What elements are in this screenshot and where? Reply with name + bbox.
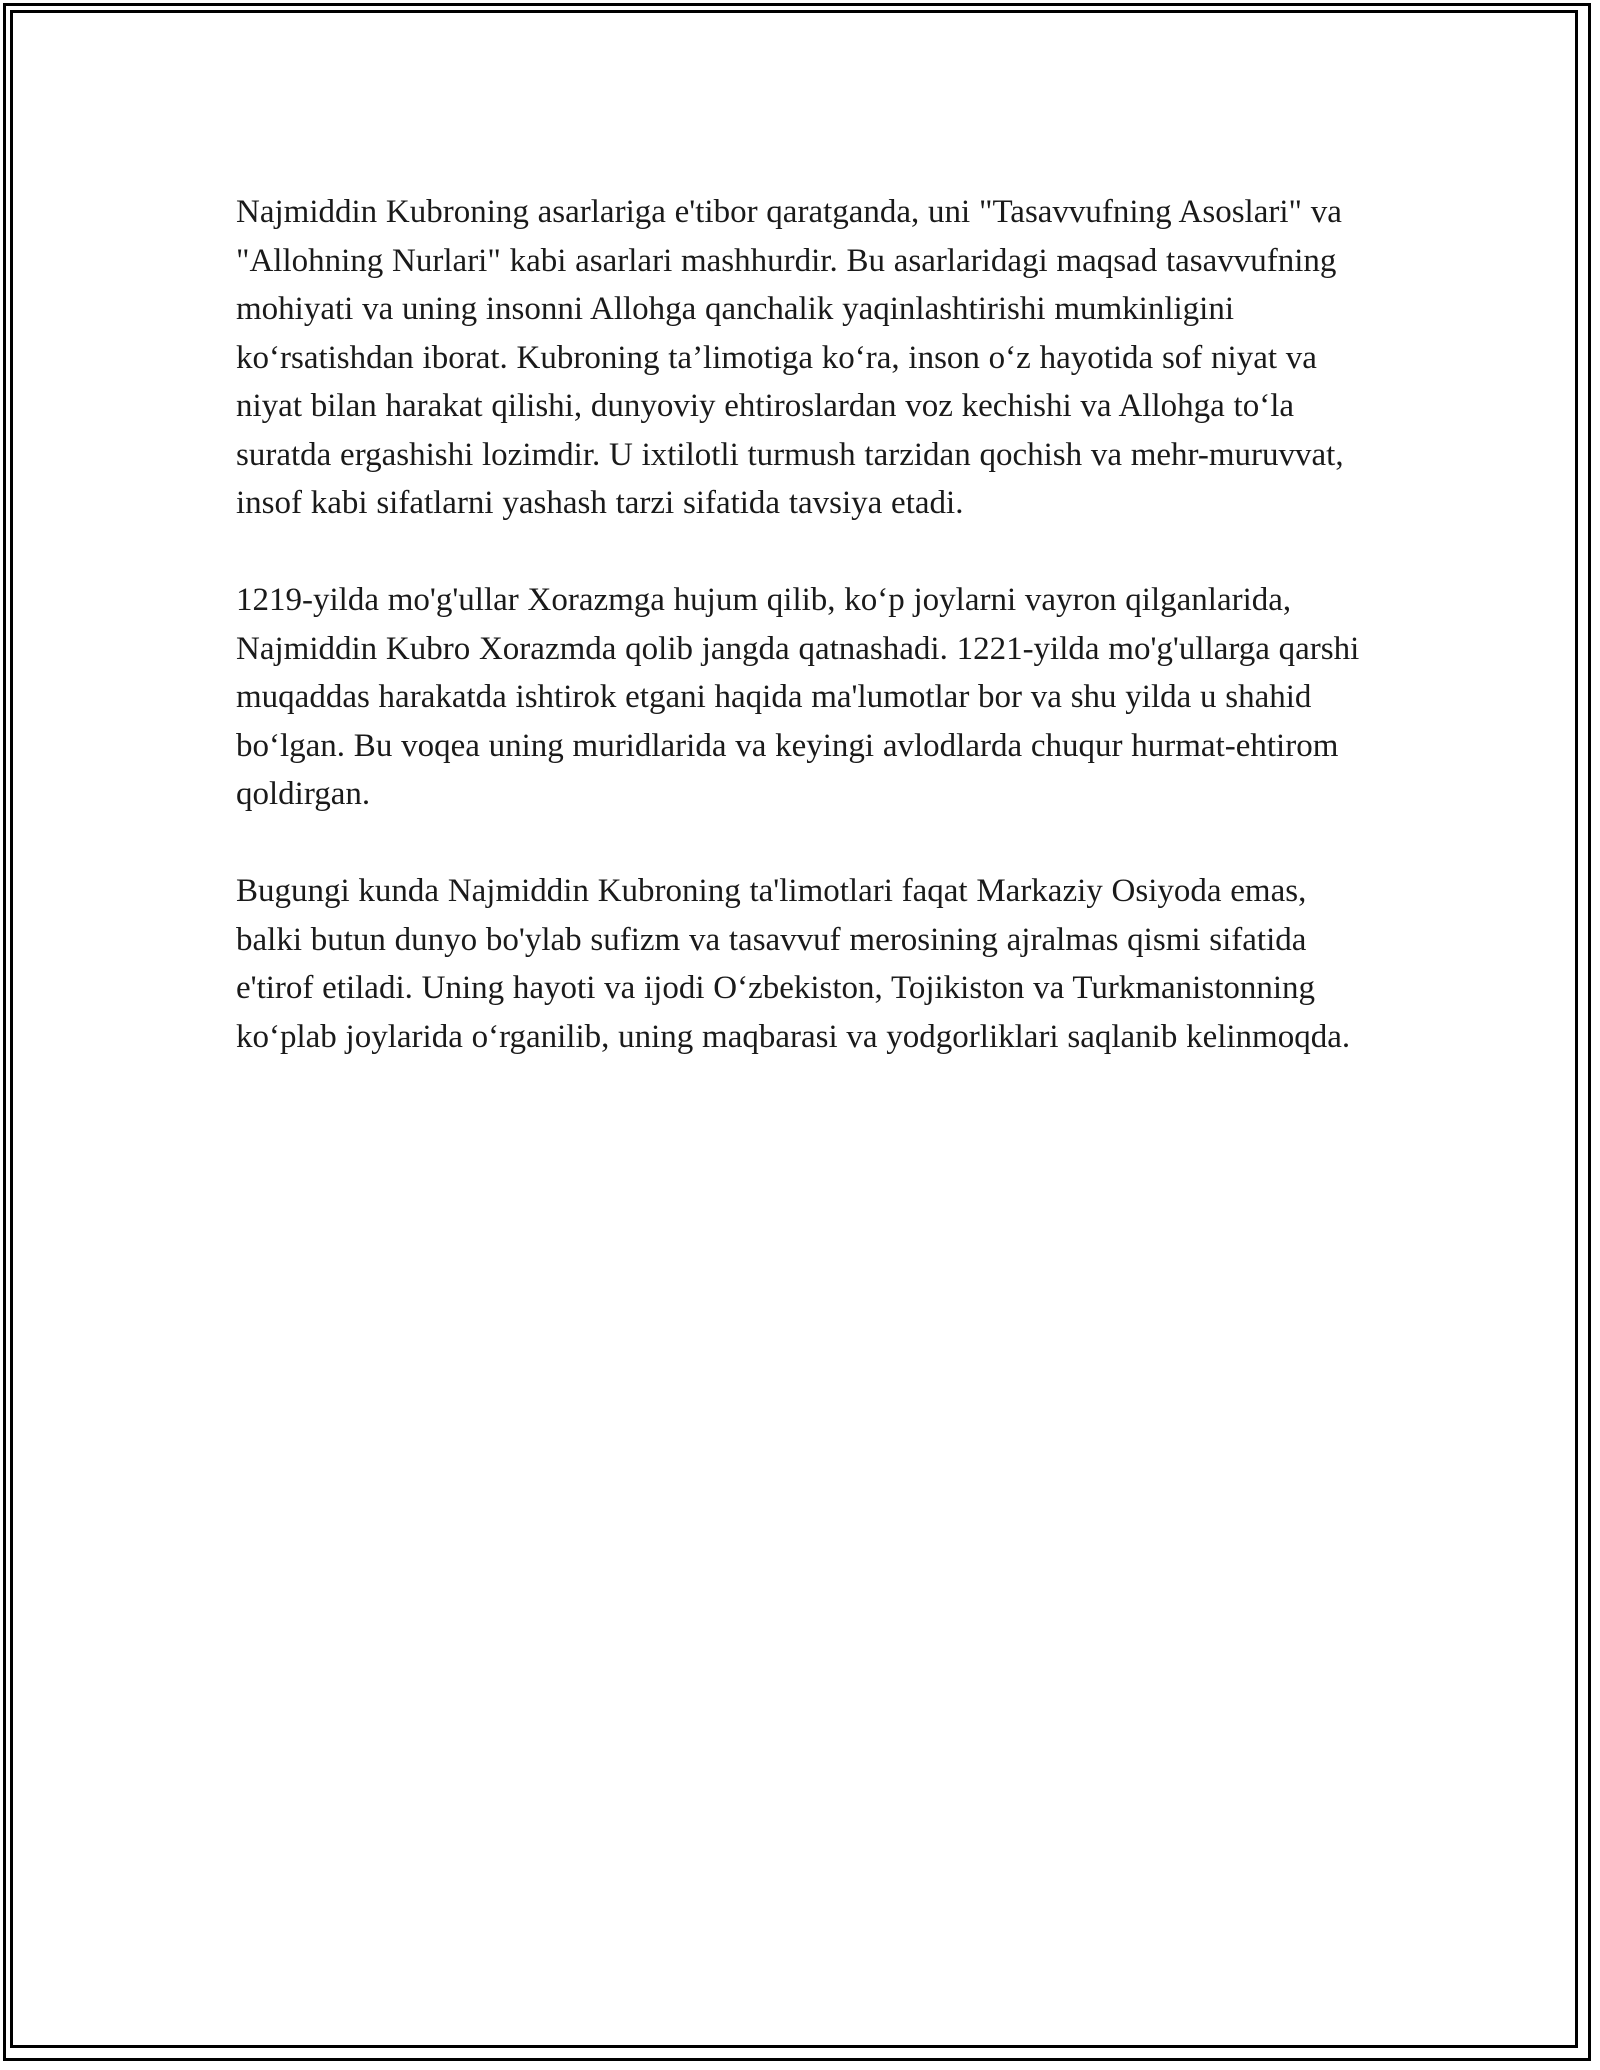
document-body xyxy=(236,188,1376,1110)
paragraph-2: 1219-yilda mo'g'ullar Xorazmga hujum qilib, ko‘p joylarni vayron qilganlarida, Najmiddin Kubro Xorazmda qolib jangda qatnashadi. 1221-yilda mo'g'ullarga qarshi muqaddas harakatda ishtirok etgani haqida ma'lumotlar bor va shu yilda u shahid bo‘lgan. Bu voqea uning muridlarida va keyingi avlodlarda chuqur hurmat-ehtirom qoldirgan. xyxy=(236,582,1360,812)
paragraph-3: Bugungi kunda Najmiddin Kubroning ta'limotlari faqat Markaziy Osiyoda emas, balki butun dunyo bo'ylab sufizm va tasavvuf merosining ajralmas qismi sifatida e'tirof etiladi. Uning hayoti va ijodi O‘zbekiston, Tojikiston va Turkmanistonning ko‘plab joylarida o‘rganilib, uning maqbarasi va yodgorliklari saqlanib kelinmoqda. xyxy=(236,873,1351,1055)
paragraph-1: Najmiddin Kubroning asarlariga e'tibor qaratganda, uni "Tasavvufning Asoslari" va "Allohning Nurlari" kabi asarlari mashhurdir. Bu asarlaridagi maqsad tasavvufning mohiyati va uning insonni Allohga qanchalik yaqinlashtirishi mumkinligini ko‘rsatishdan iborat. Kubroning ta’limotiga ko‘ra, inson o‘z hayotida sof niyat va niyat bilan harakat qilishi, dunyoviy ehtiroslardan voz kechishi va Allohga to‘la suratda ergashishi lozimdir. U ixtilotli turmush tarzidan qochish va mehr-muruvvat, insof kabi sifatlarni yashash tarzi sifatida tavsiya etadi. xyxy=(236,194,1344,521)
